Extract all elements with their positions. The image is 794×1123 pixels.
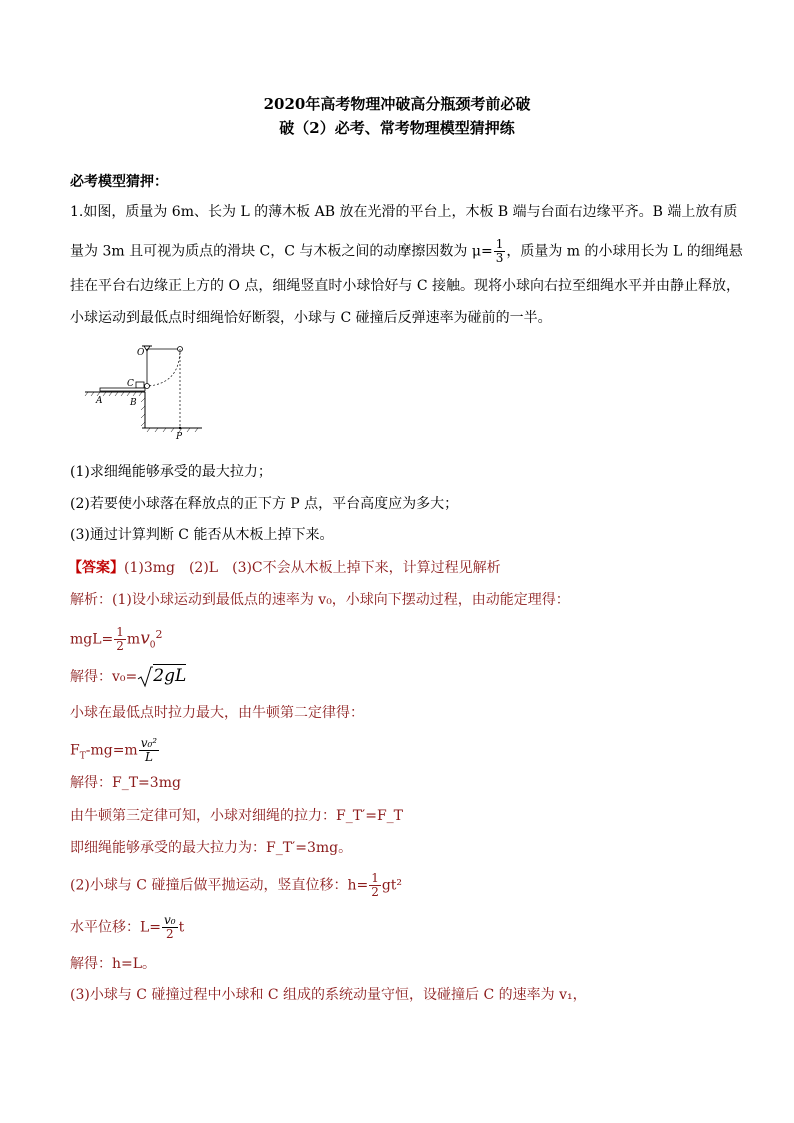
question-1: (1)求细绳能够承受的最大拉力；: [70, 464, 272, 480]
diagram-label-p: P: [176, 432, 183, 440]
s7-a: (2)小球与 C 碰撞后做平抛运动，竖直位移：h=: [70, 877, 369, 894]
eq3-mid: -mg=m: [85, 742, 138, 759]
solution-line-7: [70, 872, 402, 899]
sqrt-icon: [137, 666, 153, 688]
eq3-denominator: L: [144, 750, 153, 764]
eq1-numerator: 1: [116, 625, 124, 640]
s7-denominator: 2: [371, 885, 379, 899]
diagram-label-c: C: [127, 379, 134, 389]
mu-fraction: [494, 238, 506, 265]
s8-b: t: [178, 919, 185, 936]
solution-line-8: [70, 914, 184, 941]
problem-line-2-b: ，质量为 m 的小球用长为 L 的细绳悬: [506, 243, 743, 260]
page-subtitle: 破（2）必考、常考物理模型猜押练: [279, 119, 515, 137]
problem-line-4: 小球运动到最低点时细绳恰好断裂，小球与 C 碰撞后反弹速率为碰前的一半。: [70, 310, 552, 326]
eq1-sup: 2: [155, 628, 163, 641]
physics-diagram: [80, 340, 210, 440]
problem-line-2: [70, 238, 743, 265]
eq1-denominator: 2: [116, 639, 124, 654]
diagram-label-a: A: [96, 396, 103, 406]
eq1-left: mgL=: [70, 631, 114, 648]
diagram-swing-arc: [147, 349, 180, 386]
question-3: (3)通过计算判断 C 能否从木板上掉下来。: [70, 527, 334, 543]
s8-fraction: [162, 914, 178, 941]
problem-line-2-a: 量为 3m 且可视为质点的滑块 C，C 与木板之间的动摩擦因数为 μ=: [70, 243, 493, 260]
diagram-block-c: [136, 382, 144, 388]
answer-text: (1)3mg (2)L (3)C不会从木板上掉下来，计算过程见解析: [124, 560, 501, 576]
solution-eq-1: [70, 625, 163, 655]
solution-line-1: 解析：(1)设小球运动到最低点的速率为 v₀，小球向下摆动过程，由动能定理得：: [70, 592, 570, 608]
solution-eq-3: [70, 737, 160, 766]
sqrt-content: 2gL: [153, 666, 187, 686]
s8-a: 水平位移：L=: [70, 919, 162, 936]
solution-line-3: 小球在最低点时拉力最大，由牛顿第二定律得：: [70, 705, 364, 721]
eq3-sub: T: [79, 751, 86, 762]
diagram-ground-hatch: [147, 428, 198, 432]
s2-prefix: 解得：v₀=: [70, 669, 138, 685]
problem-line-1: 1.如图，质量为 6m、长为 L 的薄木板 AB 放在光滑的平台上，木板 B 端与台面右边缘平齐。B 端上放有质: [70, 204, 738, 220]
s8-numerator: v₀: [164, 913, 176, 927]
eq3-fraction: [139, 737, 159, 764]
solution-line-4: 解得：F_T=3mg: [70, 775, 181, 791]
diagram-label-b: B: [130, 398, 137, 408]
eq1-fraction: [114, 626, 126, 653]
sqrt-expression: [137, 666, 186, 688]
eq3-left: F: [70, 742, 80, 759]
eq1-right: m: [126, 631, 141, 648]
s7-b: gt²: [381, 877, 403, 894]
question-2: (2)若要使小球落在释放点的正下方 P 点，平台高度应为多大；: [70, 496, 459, 512]
diagram-point-p: [179, 427, 181, 429]
solution-line-6: 即细绳能够承受的最大拉力为：F_T′=3mg。: [70, 840, 353, 856]
solution-line-5: 由牛顿第三定律可知，小球对细绳的拉力：F_T′=F_T: [70, 808, 404, 824]
eq1-sub: 0: [149, 640, 156, 651]
s7-numerator: 1: [371, 871, 379, 885]
diagram-board-ab: [100, 388, 145, 391]
page-title: 2020年高考物理冲破高分瓶颈考前必破: [263, 95, 531, 113]
solution-line-2: [70, 666, 186, 688]
mu-numerator: 1: [495, 237, 504, 251]
solution-line-10: (3)小球与 C 碰撞过程中小球和 C 组成的系统动量守恒，设碰撞后 C 的速率为 v₁，: [70, 987, 587, 1003]
answer-bracket: 【答案】: [68, 560, 124, 576]
section-heading: 必考模型猜押：: [70, 174, 168, 190]
eq1-v: v: [140, 628, 150, 649]
diagram-label-o: O: [137, 348, 145, 358]
problem-line-3: 挂在平台右边缘正上方的 O 点，细绳竖直时小球恰好与 C 接触。现将小球向右拉至细绳水平并由静止释放，: [70, 278, 740, 294]
mu-denominator: 3: [495, 251, 504, 265]
s7-fraction: [369, 872, 381, 899]
eq3-numerator: v₀²: [140, 736, 158, 750]
s8-denominator: 2: [166, 927, 174, 941]
answer-line: [68, 558, 501, 578]
solution-line-9: 解得：h=L。: [70, 956, 157, 972]
